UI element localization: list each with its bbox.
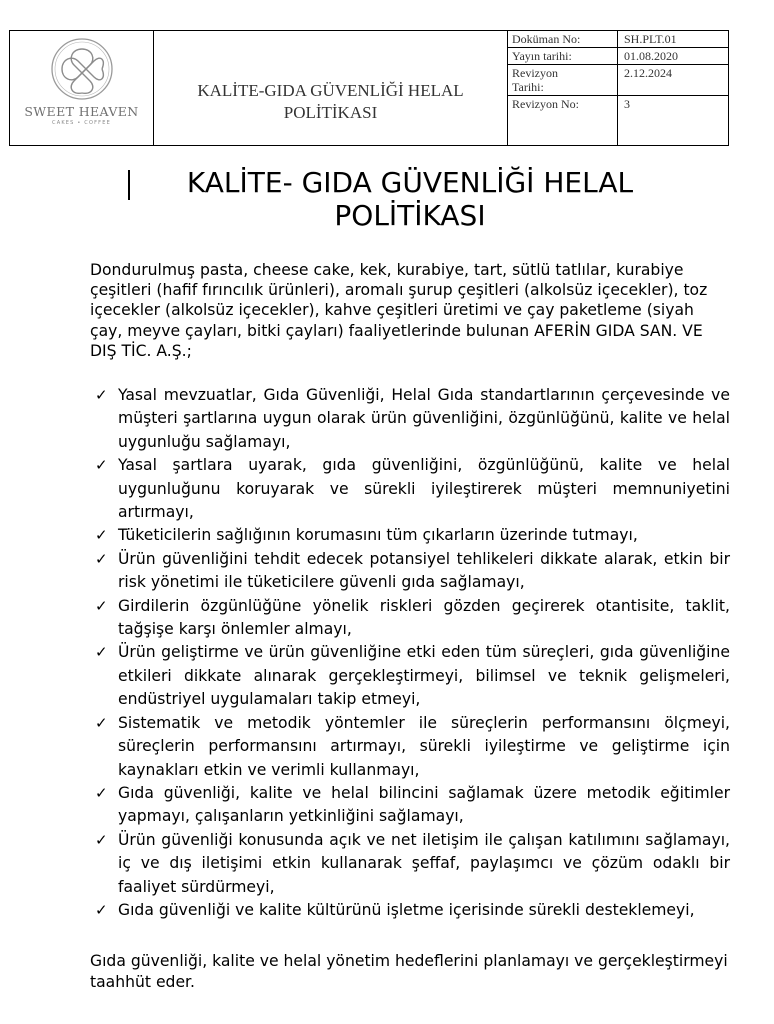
meta-row-revision-no [508,96,728,145]
list-item [90,454,730,524]
list-item-text: Tüketicilerin sağlığının korumasını tüm çıkarların üzerinde tutmayı, [118,526,638,545]
header-title: KALİTE-GIDA GÜVENLİĞİ HELAL POLİTİKASI [197,81,464,122]
list-item [90,548,730,595]
meta-value: 2.12.2024 [624,66,672,80]
check-icon: ✓ [95,549,108,568]
list-item-text: Girdilerin özgünlüğüne yönelik riskleri gözden geçirerek otantisite, taklit, tağşişe karşı önlemler almayı, [118,596,730,639]
list-item [90,899,730,922]
check-icon: ✓ [95,526,108,545]
list-item-text: Yasal mevzuatlar, Gıda Güvenliği, Helal Gıda standartlarının çerçevesinde ve müşteri şartlarına uygun olarak ürün güvenliğini, özgünlüğünü, kalite ve helal uygunluğu sağlamayı, [118,386,730,451]
meta-row-revision-date [508,65,728,96]
meta-row-document-no [508,31,728,48]
list-item [90,524,730,547]
page-title: KALİTE- GIDA GÜVENLİĞİ HELAL POLİTİKASI [186,166,634,232]
meta-label: Doküman No: [508,31,618,47]
meta-label: Yayın tarihi: [508,48,618,64]
list-item-text: Ürün güvenliği konusunda açık ve net iletişim ile çalışan katılımını sağlamayı, iç ve dış iletişimi etkin kullanarak şeffaf, paylaşımcı ve çözüm odaklı bir faaliyet sürdürmeyi, [118,830,730,896]
meta-label: Revizyon Tarihi: [508,65,618,95]
list-item-text: Ürün güvenliğini tehdit edecek potansiyel tehlikeleri dikkate alarak, etkin bir risk yönetimi ile tüketicilere güvenli gıda sağlamayı, [118,549,730,592]
policy-list [90,384,730,922]
list-item [90,384,730,454]
list-item-text: Sistematik ve metodik yöntemler ile süreçlerin performansını ölçmeyi, süreçlerin performansını artırmayı, sürekli iyileştirme ve geliştirme için kaynakları etkin ve verimli kullanmayı, [118,713,730,779]
list-item [90,829,730,899]
list-item [90,641,730,711]
list-item-text: Gıda güvenliği, kalite ve helal bilincini sağlamak üzere metodik eğitimler yapmayı, çalışanların yetkinliğini sağlamayı, [118,783,730,826]
logo [10,31,154,145]
check-icon: ✓ [95,643,108,662]
list-item [90,712,730,782]
list-item-text: Gıda güvenliği ve kalite kültürünü işletme içerisinde sürekli desteklemeyi, [118,900,695,919]
meta-row-publish-date [508,48,728,65]
check-icon: ✓ [95,900,108,919]
check-icon: ✓ [95,830,108,849]
knot-emblem-icon [50,37,114,101]
check-icon: ✓ [95,456,108,475]
intro-paragraph: Dondurulmuş pasta, cheese cake, kek, kurabiye, tart, sütlü tatlılar, kurabiye çeşitleri (hafif fırıncılık ürünleri), aromalı şurup çeşitleri (alkolsüz içecekler), toz içecekler (alkolsüz içecekler), kahve çeşitleri üretimi ve çay paketleme (siyah çay, meyve çayları, bitki çayları) faaliyetlerinde bulunan AFERİN GIDA SAN. VE DIŞ TİC. A.Ş.; [90,261,708,360]
header-title-cell [154,31,508,145]
closing-paragraph: Gıda güvenliği, kalite ve helal yönetim hedeflerini planlamayı ve gerçekleştirmeyi taahhüt eder. [90,952,728,991]
list-item [90,782,730,829]
check-icon: ✓ [95,713,108,732]
list-item-text: Ürün geliştirme ve ürün güvenliğine etki eden tüm süreçleri, gıda güvenliğine etkileri dikkate alınarak gerçekleştirmeyi, bilimsel ve teknik gelişmeleri, endüstriyel uygulamaları takip etmeyi, [118,643,730,709]
check-icon: ✓ [95,596,108,615]
meta-value: 3 [624,97,630,111]
check-icon: ✓ [95,783,108,802]
meta-label: Revizyon No: [508,96,618,145]
document-meta-table [508,31,728,145]
logo-name: SWEET HEAVEN [24,104,139,119]
meta-value: SH.PLT.01 [624,32,677,46]
check-icon: ✓ [95,386,108,404]
meta-value: 01.08.2020 [624,49,678,63]
list-item [90,595,730,642]
logo-tagline: CAKES • COFFEE [52,120,111,126]
list-item-text: Yasal şartlara uyarak, gıda güvenliğini, özgünlüğünü, kalite ve helal uygunluğunu koruyarak ve sürekli iyileştirerek müşteri memnuniyetini artırmayı, [118,456,730,522]
document-header [9,30,729,146]
